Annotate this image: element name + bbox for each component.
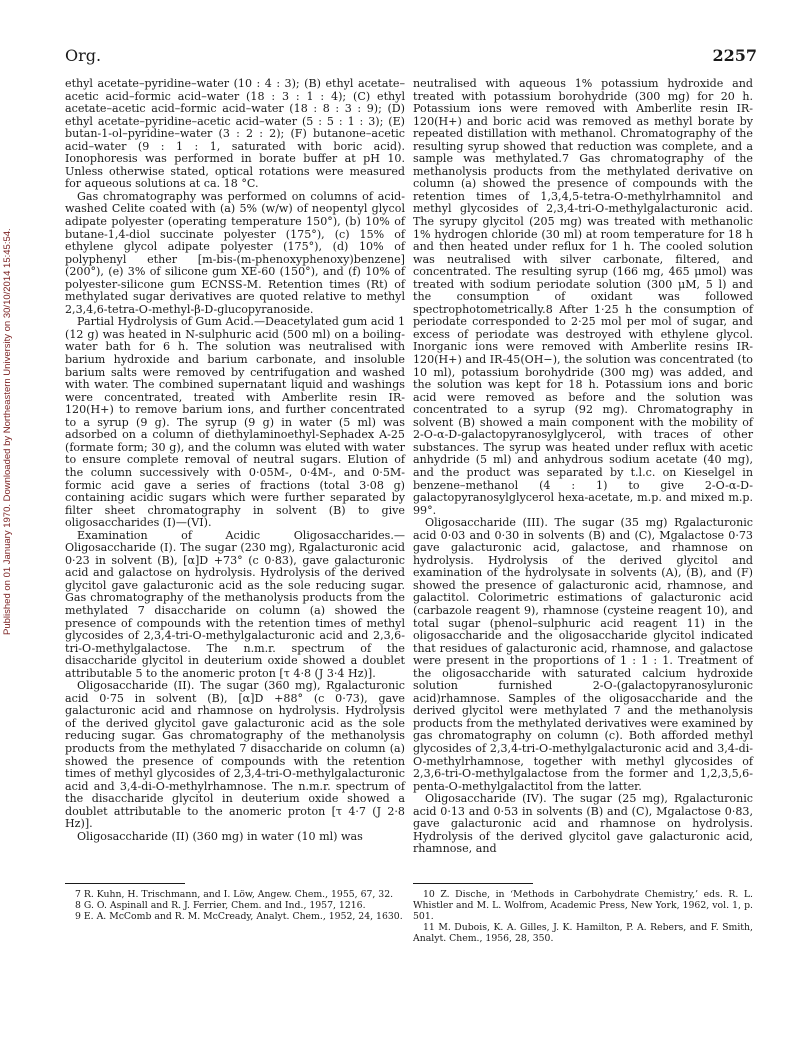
paragraph: ethyl acetate–pyridine–water (10 : 4 : 3); (B) ethyl acetate–acetic acid–formic acid–water (18 : 3 : 1 : 4); (C) ethyl acetate–acetic acid–formic acid–water (18 : 8 : 3 : 9); (D) ethyl acetate–pyridine–acetic acid–water (5 : 5 : 1 : 3); (E) butan-1-ol–pyridine–water (3 : 2 : 2); (F) butanone–acetic acid–water (9 : 1 : 1, saturated with boric acid). Ionophoresis was performed in borate buffer at pH 10. Unless otherwise stated, optical rotations were measured for aqueous solutions at ca. 18 °C.: [65, 77, 405, 191]
page-number: 2257: [712, 46, 757, 65]
footnotes-right: [413, 889, 753, 944]
paragraph: Oligosaccharide (II) (360 mg) in water (10 ml) was: [77, 829, 363, 843]
footnotes-left: [65, 889, 405, 922]
footnote: 10 Z. Dische, in ‘Methods in Carbohydrate Chemistry,’ eds. R. L. Whistler and M. L. Wolfrom, Academic Press, New York, 1962, vol. 1, p. 501.: [413, 889, 753, 922]
footnote: 11 M. Dubois, K. A. Gilles, J. K. Hamilton, P. A. Rebers, and F. Smith, Analyt. Chem., 1956, 28, 350.: [413, 922, 753, 944]
paragraph: Examination of Acidic Oligosaccharides.—Oligosaccharide (I). The sugar (230 mg), Rgalacturonic acid 0·23 in solvent (B), [α]D +73° (c 0·83), gave galacturonic acid and galactose on hydrolysis. Hydrolysis of the derived glycitol gave galacturonic acid as the sole reducing sugar. Gas chromatography of the methanolysis products from the methylated 7 disaccharide on column (a) showed the presence of compounds with the retention times of methyl glycosides of 2,3,4-tri-O-methylgalacturonic acid and 2,3,6-tri-O-methylgalactose. The n.m.r. spectrum of the disaccharide glycitol in deuterium oxide showed a doublet attributable 5 to the anomeric proton [τ 4·8 (J 3·4 Hz)].: [65, 528, 405, 680]
download-watermark-text: Published on 01 January 1970. Downloaded by Northeastern University on 30/10/2014 15:45:54.: [2, 228, 13, 635]
footnote: 7 R. Kuhn, H. Trischmann, and I. Löw, Angew. Chem., 1955, 67, 32.: [75, 889, 394, 900]
paragraph: neutralised with aqueous 1% potassium hydroxide and treated with potassium borohydride (300 mg) for 20 h. Potassium ions were removed with Amberlite resin IR-120(H+) and boric acid was removed as methyl borate by repeated distillation with methanol. Chromatography of the resulting syrup showed that reduction was complete, and a sample was methylated.7 Gas chromatography of the methanolysis products from the methylated derivative on column (a) showed the presence of compounds with the retention times of 1,3,4,5-tetra-O-methylrhamnitol and methyl glycosides of 2,3,4-tri-O-methylgalacturonic acid. The syrupy glycitol (205 mg) was treated with methanolic 1% hydrogen chloride (30 ml) at room temperature for 18 h and then heated under reflux for 1 h. The cooled solution was neutralised with silver carbonate, filtered, and concentrated. The resulting syrup (166 mg, 465 μmol) was treated with sodium periodate solution (300 μM, 5 l) and the consumption of oxidant was followed spectrophotometrically.8 After 1·25 h the consumption of periodate corresponded to 2·25 mol per mol of sugar, and excess of periodate was destroyed with ethylene glycol. Inorganic ions were removed with Amberlite resins IR-120(H+) and IR-45(OH−), the solution was concentrated (to 10 ml), potassium borohydride (300 mg) was added, and the solution was kept for 18 h. Potassium ions and boric acid were removed as before and the solution was concentrated to a syrup (92 mg). Chromatography in solvent (B) showed a main component with the mobility of 2-O-α-D-galactopyranosylglycerol, with traces of other substances. The syrup was heated under reflux with acetic anhydride (5 ml) and anhydrous sodium acetate (40 mg), and the product was separated by t.l.c. on Kieselgel in benzene–methanol (4 : 1) to give 2-O-α-D-galactopyranosylglycerol hexa-acetate, m.p. and mixed m.p. 99°.: [413, 77, 753, 517]
footnote-divider: [65, 883, 185, 884]
paragraph: Gas chromatography was performed on columns of acid-washed Celite coated with (a) 5% (w/w) of neopentyl glycol adipate polyester (operating temperature 150°), (b) 10% of butane-1,4-diol succinate polyester (175°), (c) 15% of ethylene glycol adipate polyester (175°), (d) 10% of polyphenyl ether [m-bis-(m-phenoxyphenoxy)benzene] (200°), (e) 3% of silicone gum XE-60 (150°), and (f) 10% of polyester-silicone gum ECNSS-M. Retention times (Rt) of methylated sugar derivatives are quoted relative to methyl 2,3,4,6-tetra-O-methyl-β-D-glucopyranoside.: [65, 189, 405, 316]
page-header: [65, 46, 757, 68]
right-column: [413, 78, 753, 856]
paragraph: Partial Hydrolysis of Gum Acid.—Deacetylated gum acid 1 (12 g) was heated in N-sulphuric acid (500 ml) on a boiling-water bath for 6 h. The solution was neutralised with barium hydroxide and barium carbonate, and insoluble barium salts were removed by centrifugation and washed with water. The combined supernatant liquid and washings were concentrated, treated with Amberlite resin IR-120(H+) to remove barium ions, and further concentrated to a syrup (9 g). The syrup (9 g) in water (5 ml) was adsorbed on a column of diethylaminoethyl-Sephadex A-25 (formate form; 30 g), and the column was eluted with water to ensure complete removal of neutral sugars. Elution of the column successively with 0·05M-, 0·4M-, and 0·5M-formic acid gave a series of fractions (total 3·08 g) containing acidic sugars which were further separated by filter sheet chromatography in solvent (B) to give oligosaccharides (I)—(VI).: [65, 315, 405, 530]
paragraph: Oligosaccharide (III). The sugar (35 mg) Rgalacturonic acid 0·03 and 0·30 in solvents (B) and (C), Mgalactose 0·73 gave galacturonic acid, galactose, and rhamnose on hydrolysis. Hydrolysis of the derived glycitol and examination of the hydrolysate in solvents (A), (B), and (F) showed the presence of galacturonic acid, rhamnose, and galactitol. Colorimetric estimations of galacturonic acid (carbazole reagent 9), rhamnose (cysteine reagent 10), and total sugar (phenol–sulphuric acid reagent 11) in the oligosaccharide and the oligosaccharide glycitol indicated that residues of galacturonic acid, rhamnose, and galactose were present in the proportions of 1 : 1 : 1. Treatment of the oligosaccharide with saturated calcium hydroxide solution furnished 2-O-(galactopyranosyluronic acid)rhamnose. Samples of the oligosaccharide and the derived glycitol were methylated 7 and the methanolysis products from the methylated derivatives were examined by gas chromatography on column (c). Both afforded methyl glycosides of 2,3,4-tri-O-methylgalacturonic acid and 3,4-di-O-methylrhamnose, together with methyl glycosides of 2,3,6-tri-O-methylgalactose from the former and 1,2,3,5,6-penta-O-methylgalactitol from the latter.: [413, 516, 753, 793]
journal-section: Org.: [65, 46, 102, 65]
download-watermark: [2, 215, 20, 635]
left-column: [65, 78, 405, 843]
footnote: 9 E. A. McComb and R. M. McCready, Analyt. Chem., 1952, 24, 1630.: [75, 911, 403, 922]
footnote: 8 G. O. Aspinall and R. J. Ferrier, Chem. and Ind., 1957, 1216.: [75, 900, 366, 911]
paragraph: Oligosaccharide (II). The sugar (360 mg), Rgalacturonic acid 0·75 in solvent (B), [α]D +88° (c 0·73), gave galacturonic acid and rhamnose on hydrolysis. Hydrolysis of the derived glycitol gave galacturonic acid as the sole reducing sugar. Gas chromatography of the methanolysis products from the methylated 7 disaccharide on column (a) showed the presence of compounds with the retention times of methyl glycosides of 2,3,4-tri-O-methylgalacturonic acid and 3,4-di-O-methylrhamnose. The n.m.r. spectrum of the disaccharide glycitol in deuterium oxide showed a doublet attributable to the anomeric proton [τ 4·7 (J 2·8 Hz)].: [65, 679, 405, 831]
footnote-divider: [413, 883, 533, 884]
paragraph: Oligosaccharide (IV). The sugar (25 mg), Rgalacturonic acid 0·13 and 0·53 in solvents (B) and (C), Mgalactose 0·83, gave galacturonic acid and rhamnose on hydrolysis. Hydrolysis of the derived glycitol gave galacturonic acid, rhamnose, and: [413, 792, 753, 856]
